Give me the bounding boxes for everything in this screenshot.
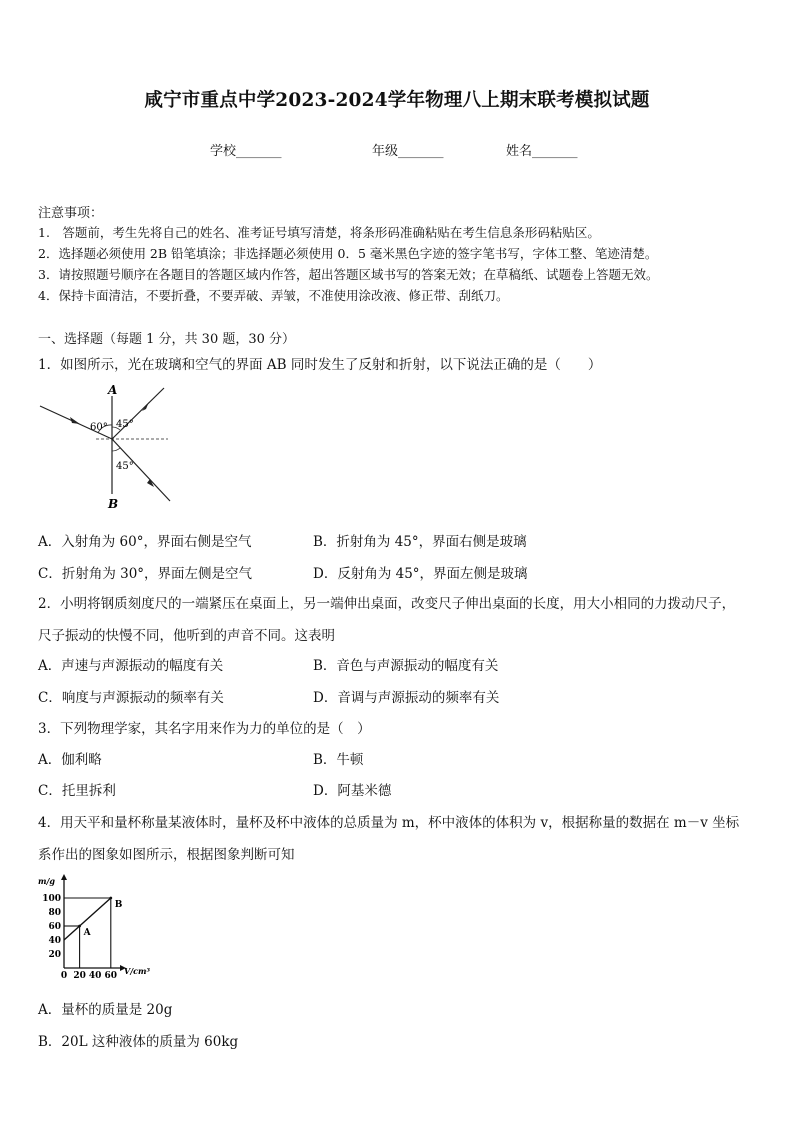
- name-field: 姓名_______: [506, 144, 578, 159]
- y-tick-label: 60: [48, 922, 61, 932]
- q3-option-b: B．牛顿: [313, 752, 364, 768]
- notice-item-4: 4．保持卡面清洁，不要折叠，不要弄破、弄皱，不准使用涂改液、修正带、刮纸刀。: [38, 288, 509, 303]
- notice-item-3: 3．请按照题号顺序在各题目的答题区域内作答，超出答题区域书写的答案无效；在草稿纸、试题卷上答题无效。: [38, 267, 659, 282]
- data-point: [109, 897, 112, 900]
- label-a: A: [108, 383, 118, 397]
- angle-60-label: 60°: [90, 422, 108, 433]
- q4-option-b: B．20L 这种液体的质量为 60kg: [38, 1034, 239, 1050]
- point-label: A: [83, 928, 91, 938]
- section-heading: 一、选择题（每题 1 分，共 30 题，30 分）: [38, 332, 296, 347]
- q3-option-a: A．伽利略: [38, 752, 102, 768]
- mass-volume-chart: [36, 872, 160, 982]
- data-point: [78, 925, 81, 928]
- y-tick-label: 100: [42, 894, 61, 904]
- upper-arrow: [142, 402, 149, 411]
- q4-option-a: A．量杯的质量是 20g: [38, 1002, 173, 1018]
- angle-45-top-label: 45°: [116, 419, 134, 430]
- upper-right-ray: [112, 388, 164, 439]
- y-tick-label: 80: [48, 908, 61, 918]
- question-1-stem: 1．如图所示，光在玻璃和空气的界面 AB 同时发生了反射和折射，以下说法正确的是（ ）: [38, 357, 602, 373]
- q2-option-c: C．响度与声源振动的频率有关: [38, 690, 224, 706]
- notice-item-2: 2．选择题必须使用 2B 铅笔填涂；非选择题必须使用 0．5 毫米黑色字迹的签字笔书写，字体工整、笔迹清楚。: [38, 246, 658, 261]
- q2-option-a: A．声速与声源振动的幅度有关: [38, 658, 224, 674]
- x-tick-label: 20: [73, 971, 86, 981]
- x-tick-label: 40: [88, 971, 102, 981]
- question-3-stem: 3．下列物理学家，其名字用来作为力的单位的是（ ）: [38, 721, 371, 737]
- question-4-stem-line1: 4．用天平和量杯称量某液体时，量杯及杯中液体的总质量为 m，杯中液体的体积为 v，根据称量的数据在 m－v 坐标: [38, 815, 740, 831]
- q1-option-a: A．入射角为 60°，界面右侧是空气: [38, 534, 252, 550]
- y-tick-label: 20: [48, 950, 61, 960]
- notice-item-1: 1. 答题前，考生先将自己的姓名、准考证号填写清楚，将条形码准确粘贴在考生信息条形码粘贴区。: [38, 225, 600, 240]
- q1-option-b: B．折射角为 45°，界面右侧是玻璃: [313, 534, 527, 550]
- x-tick-label: 60: [104, 971, 118, 981]
- school-field: 学校_______: [210, 144, 282, 159]
- x-tick-label: 0: [60, 971, 68, 981]
- y-axis-label: m/g: [38, 876, 55, 886]
- angle-45-bottom-label: 45°: [116, 461, 134, 472]
- q1-option-d: D．反射角为 45°，界面左侧是玻璃: [313, 566, 528, 582]
- question-4-stem-line2: 系作出的图象如图所示，根据图象判断可知: [38, 847, 295, 863]
- q3-option-c: C．托里拆利: [38, 783, 116, 799]
- grade-field: 年级_______: [372, 144, 444, 159]
- q2-option-b: B．音色与声源振动的幅度有关: [313, 658, 499, 674]
- page-title: 咸宁市重点中学2023-2024学年物理八上期末联考模拟试题: [144, 90, 650, 111]
- notice-heading: 注意事项：: [38, 206, 104, 221]
- q1-option-c: C．折射角为 30°，界面左侧是空气: [38, 566, 253, 582]
- q2-option-d: D．音调与声源振动的频率有关: [313, 690, 500, 706]
- x-axis-label: V/cm³: [124, 966, 150, 976]
- y-axis-arrow: [61, 874, 67, 880]
- refraction-figure: [36, 382, 176, 512]
- left-arrow: [70, 417, 80, 424]
- y-tick-label: 40: [48, 936, 61, 946]
- question-2-stem-line1: 2．小明将钢质刻度尺的一端紧压在桌面上，另一端伸出桌面，改变尺子伸出桌面的长度，用大小相同的力拨动尺子，: [38, 596, 736, 612]
- question-2-stem-line2: 尺子振动的快慢不同，他听到的声音不同。这表明: [38, 628, 335, 644]
- point-label: B: [114, 900, 123, 910]
- label-b: B: [108, 497, 119, 511]
- q3-option-d: D．阿基米德: [313, 783, 392, 799]
